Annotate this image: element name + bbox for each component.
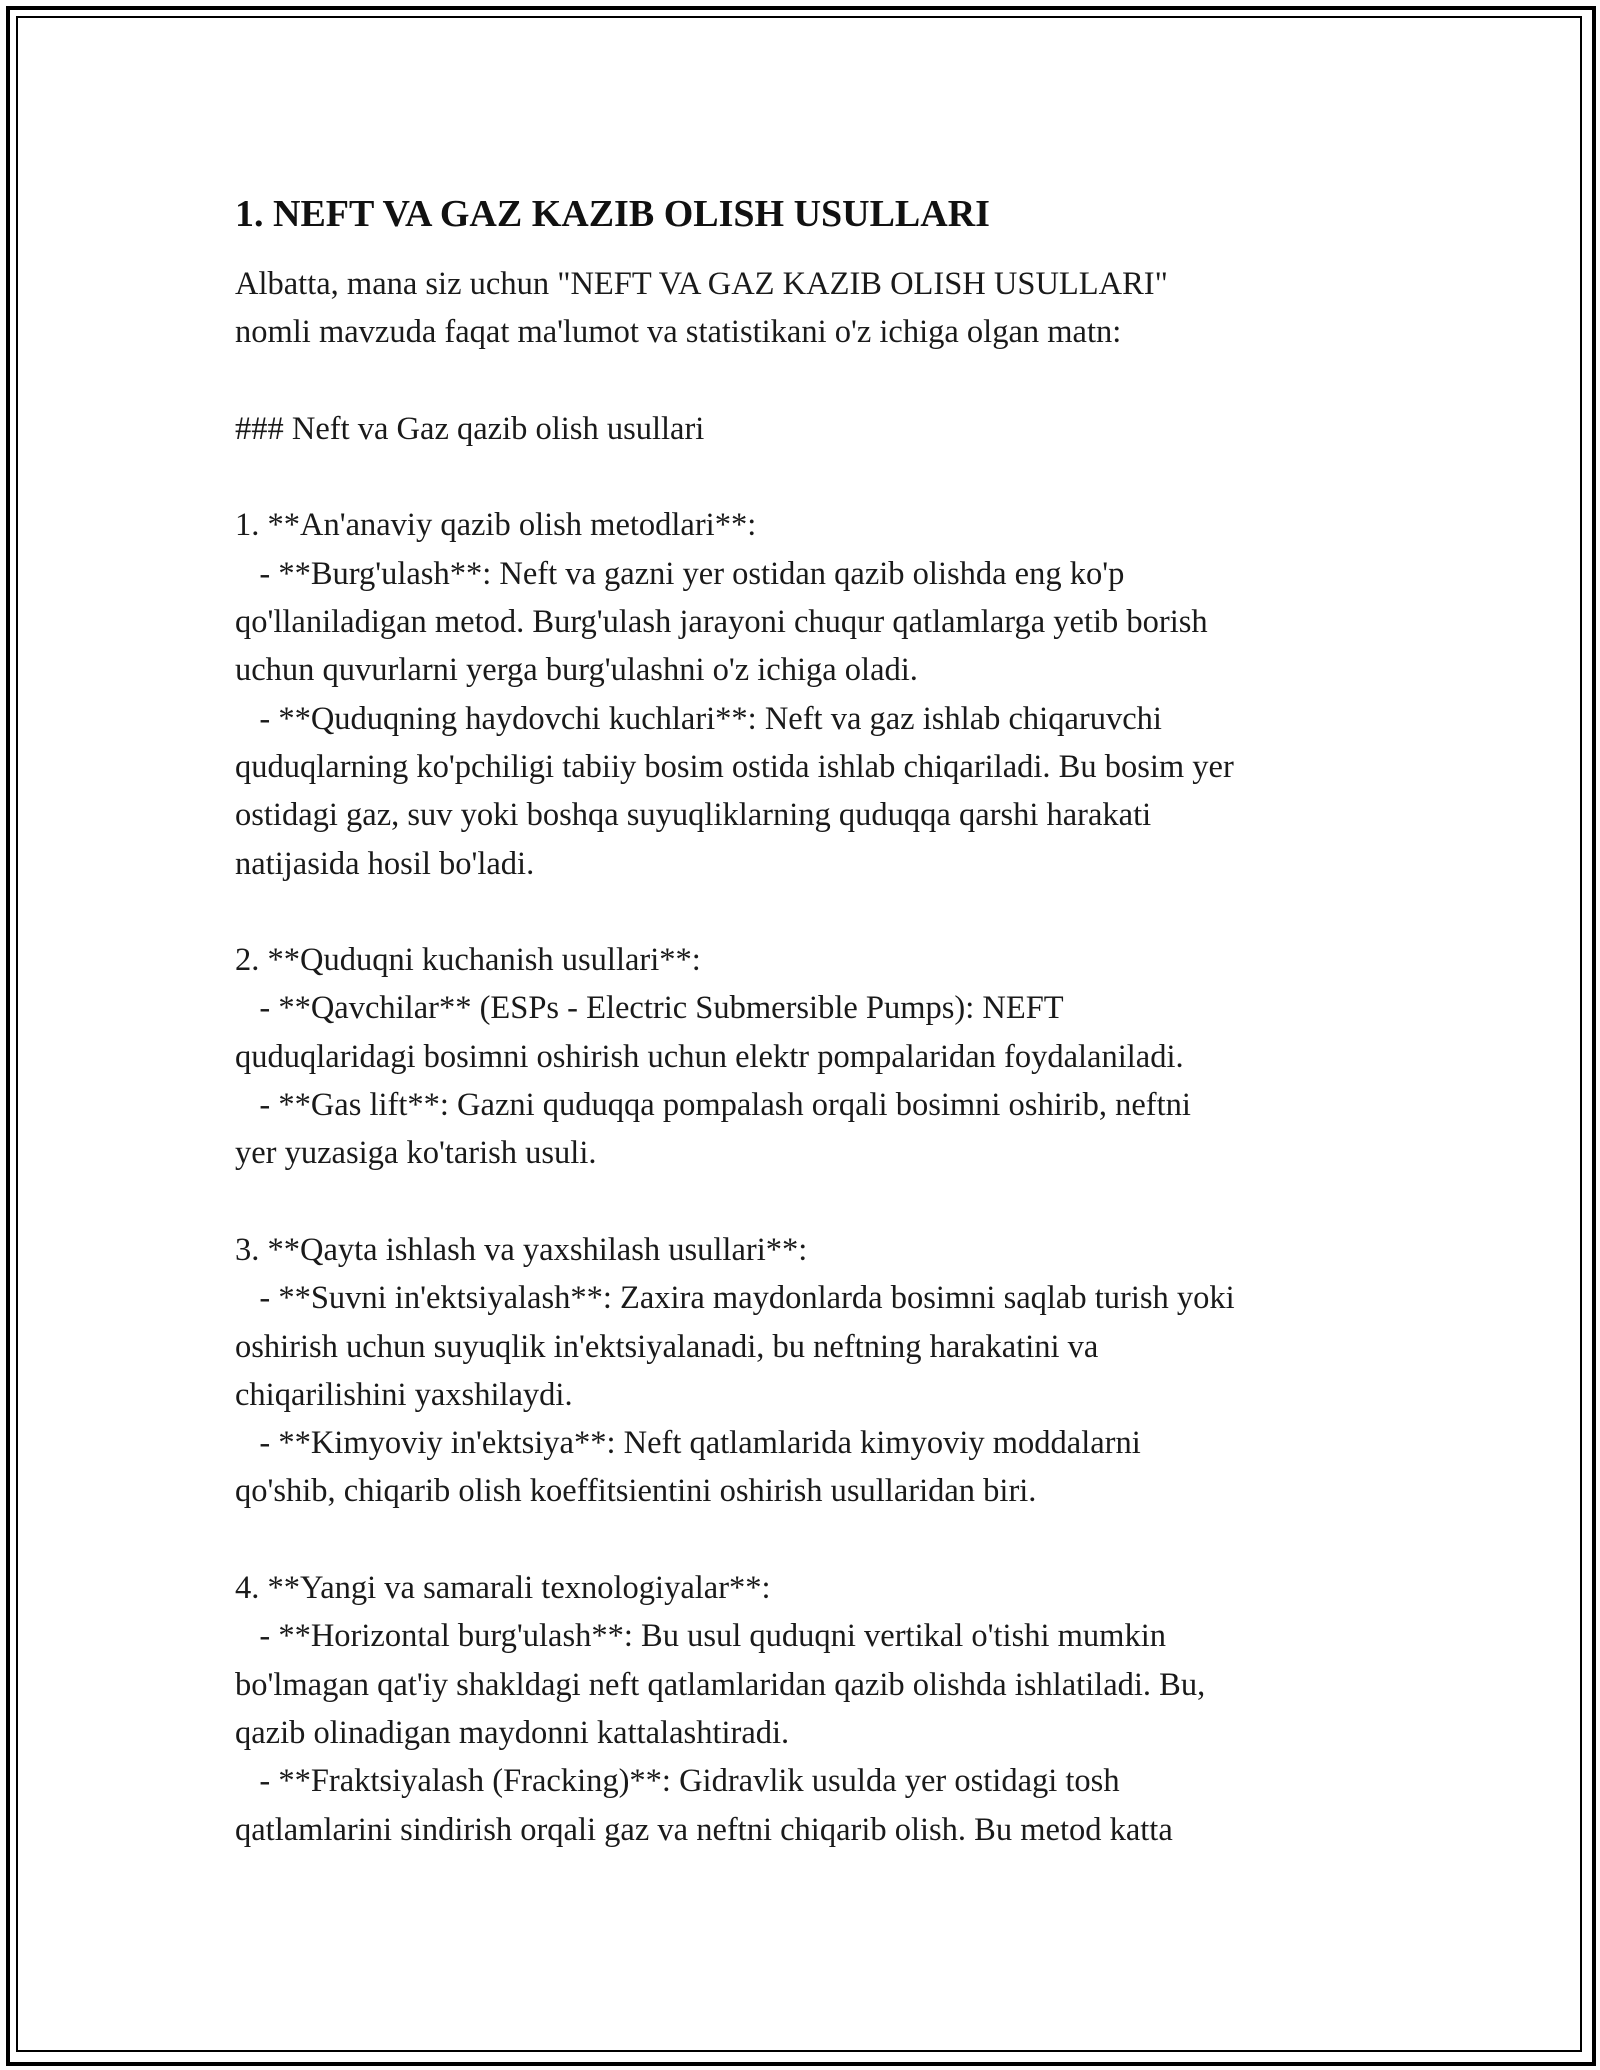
blank-line	[235, 1516, 1395, 1564]
text-line: - **Kimyoviy in'ektsiya**: Neft qatlamlarida kimyoviy moddalarni	[235, 1425, 1141, 1462]
text-line: oshirish uchun suyuqlik in'ektsiyalanadi, bu neftning harakatini va	[235, 1328, 1099, 1365]
list-heading: 4. **Yangi va samarali texnologiyalar**:	[235, 1570, 771, 1607]
text-line: natijasida hosil bo'ladi.	[235, 845, 535, 882]
text-line: uchun quvurlarni yerga burg'ulashni o'z ichiga oladi.	[235, 652, 918, 689]
text-line: qo'llaniladigan metod. Burg'ulash jarayoni chuqur qatlamlarga yetib borish	[235, 604, 1208, 641]
text-line: - **Qavchilar** (ESPs - Electric Submersible Pumps): NEFT	[235, 990, 1064, 1027]
text-line: - **Horizontal burg'ulash**: Bu usul quduqni vertikal o'tishi mumkin	[235, 1618, 1166, 1655]
text-line: nomli mavzuda faqat ma'lumot va statistikani o'z ichiga olgan matn:	[235, 314, 1122, 351]
list-heading: 2. **Quduqni kuchanish usullari**:	[235, 942, 701, 979]
text-line: - **Quduqning haydovchi kuchlari**: Neft va gaz ishlab chiqaruvchi	[235, 700, 1162, 737]
blank-line	[235, 888, 1395, 936]
text-line: quduqlaridagi bosimni oshirish uchun elektr pompalaridan foydalaniladi.	[235, 1038, 1184, 1075]
text-line: ostidagi gaz, suv yoki boshqa suyuqliklarning quduqqa qarshi harakati	[235, 797, 1152, 834]
text-line: qazib olinadigan maydonni kattalashtiradi.	[235, 1714, 790, 1751]
text-line: Albatta, mana siz uchun "NEFT VA GAZ KAZIB OLISH USULLARI"	[235, 266, 1168, 302]
text-line: - **Burg'ulash**: Neft va gazni yer ostidan qazib olishda eng ko'p	[235, 555, 1125, 592]
blank-line	[235, 453, 1395, 501]
blank-line	[235, 357, 1395, 405]
text-line: chiqarilishini yaxshilaydi.	[235, 1376, 573, 1413]
section-heading: ### Neft va Gaz qazib olish usullari	[235, 410, 705, 447]
text-line: - **Fraktsiyalash (Fracking)**: Gidravlik usulda yer ostidagi tosh	[235, 1763, 1120, 1800]
document-title: 1. NEFT VA GAZ KAZIB OLISH USULLARI	[235, 193, 990, 235]
document-text	[235, 260, 1395, 1854]
text-line: bo'lmagan qat'iy shakldagi neft qatlamlaridan qazib olishda ishlatiladi. Bu,	[235, 1666, 1206, 1703]
text-line: - **Gas lift**: Gazni quduqqa pompalash orqali bosimni oshirib, neftni	[235, 1087, 1191, 1124]
list-heading: 1. **An'anaviy qazib olish metodlari**:	[235, 507, 757, 544]
blank-line	[235, 1178, 1395, 1226]
text-line: qatlamlarini sindirish orqali gaz va neftni chiqarib olish. Bu metod katta	[235, 1811, 1173, 1848]
text-line: qo'shib, chiqarib olish koeffitsientini oshirish usullaridan biri.	[235, 1473, 1037, 1510]
document-body	[235, 188, 1395, 1854]
text-line: quduqlarning ko'pchiligi tabiiy bosim ostida ishlab chiqariladi. Bu bosim yer	[235, 748, 1234, 785]
text-line: yer yuzasiga ko'tarish usuli.	[235, 1135, 597, 1172]
text-line: - **Suvni in'ektsiyalash**: Zaxira maydonlarda bosimni saqlab turish yoki	[235, 1280, 1235, 1317]
list-heading: 3. **Qayta ishlash va yaxshilash usullari**:	[235, 1231, 808, 1268]
